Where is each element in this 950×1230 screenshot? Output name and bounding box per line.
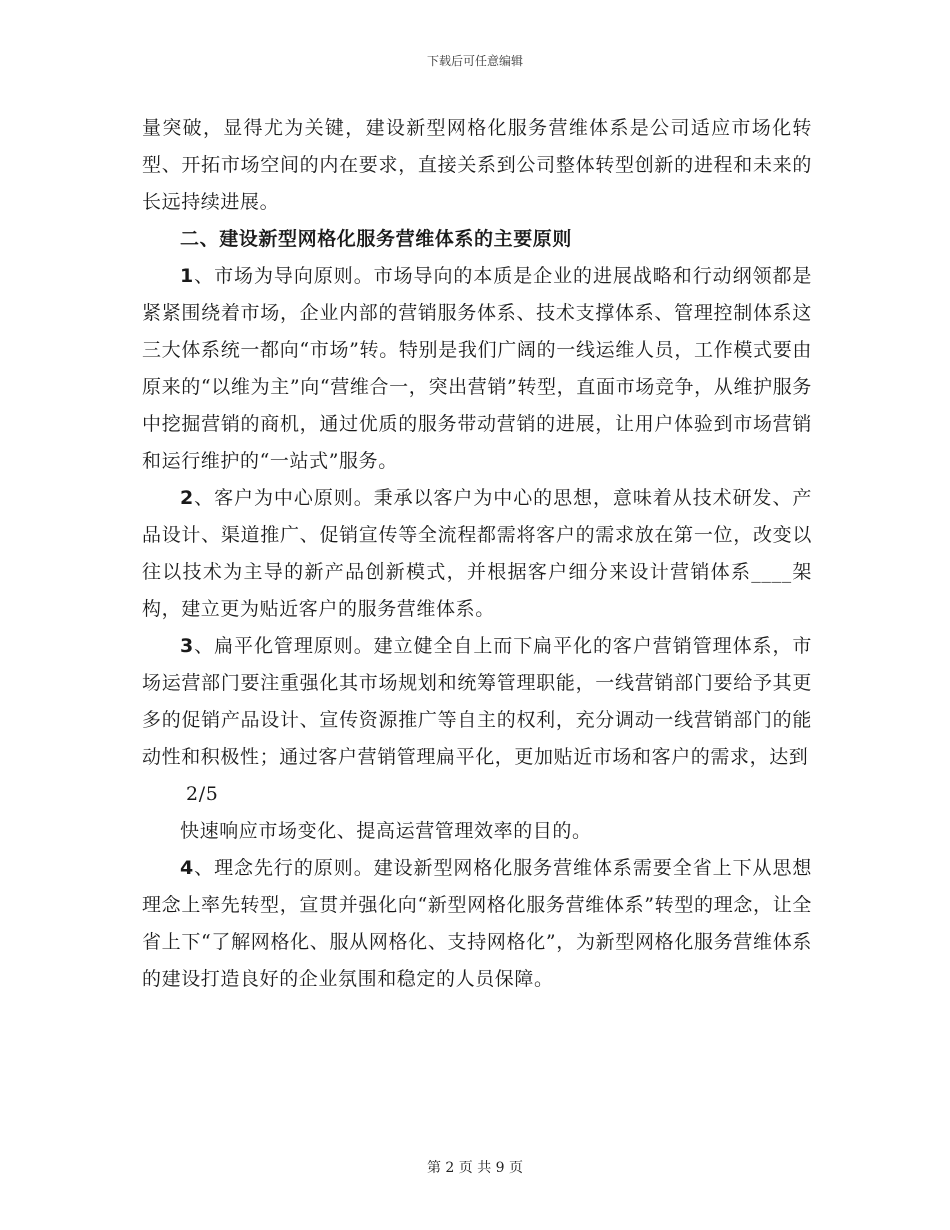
principle-2-text: 、客户为中心原则。秉承以客户为中心的思想，意味着从技术研发、产品设计、渠道推广、促销宣传等全流程都需将客户的需求放在第一位，改变以往以技术为主导的新产品创新模式，并根据客户细分来设计营销体系____架构，建立更为贴近客户的服务营维体系。 (142, 487, 812, 620)
paragraph-continued: 量突破，显得尤为关键，建设新型网格化服务营维体系是公司适应市场化转型、开拓市场空间的内在要求，直接关系到公司整体转型创新的进程和未来的长远持续进展。 (142, 117, 812, 213)
principle-1-number: 1 (180, 265, 194, 287)
page-footer: 第 2 页 共 9 页 (426, 1160, 524, 1176)
principle-3-paragraph (142, 628, 812, 776)
principle-1-text: 、市场为导向原则。市场导向的本质是企业的进展战略和行动纲领都是紧紧围绕着市场，企业内部的营销服务体系、技术支撑体系、管理控制体系这三大体系统一都向“市场”转。特别是我们广阔的一线运维人员，工作模式要由原来的“以维为主”向“营维合一，突出营销”转型，直面市场竞争，从维护服务中挖掘营销的商机，通过优质的服务带动营销的进展，让用户体验到市场营销和运行维护的“一站式”服务。 (142, 265, 812, 472)
principle-3-continued: 快速响应市场变化、提高运营管理效率的目的。 (180, 820, 592, 842)
principle-4-text: 、理念先行的原则。建设新型网格化服务营维体系需要全省上下从思想理念上率先转型，宣贯并强化向“新型网格化服务营维体系”转型的理念，让全省上下“了解网格化、服从网格化、支持网格化”，为新型网格化服务营维体系的建设打造良好的企业氛围和稳定的人员保障。 (142, 857, 812, 990)
page-header: 下载后可任意编辑 (426, 54, 523, 68)
principle-4-paragraph (142, 850, 812, 998)
document-body (142, 110, 812, 998)
section-heading: 二、建设新型网格化服务营维体系的主要原则 (180, 228, 573, 250)
principle-2-paragraph (142, 480, 812, 628)
principle-4-number: 4 (180, 857, 194, 879)
principle-3-text: 、扁平化管理原则。建立健全自上而下扁平化的客户营销管理体系，市场运营部门要注重强化其市场规划和统筹管理职能，一线营销部门要给予其更多的促销产品设计、宣传资源推广等自主的权利，充分调动一线营销部门的能动性和积极性；通过客户营销管理扁平化，更加贴近市场和客户的需求，达到 (142, 635, 812, 768)
inline-page-mark: 2/5 (186, 783, 219, 805)
principle-1-paragraph (142, 258, 812, 480)
principle-2-number: 2 (180, 487, 194, 509)
principle-3-number: 3 (180, 635, 194, 657)
